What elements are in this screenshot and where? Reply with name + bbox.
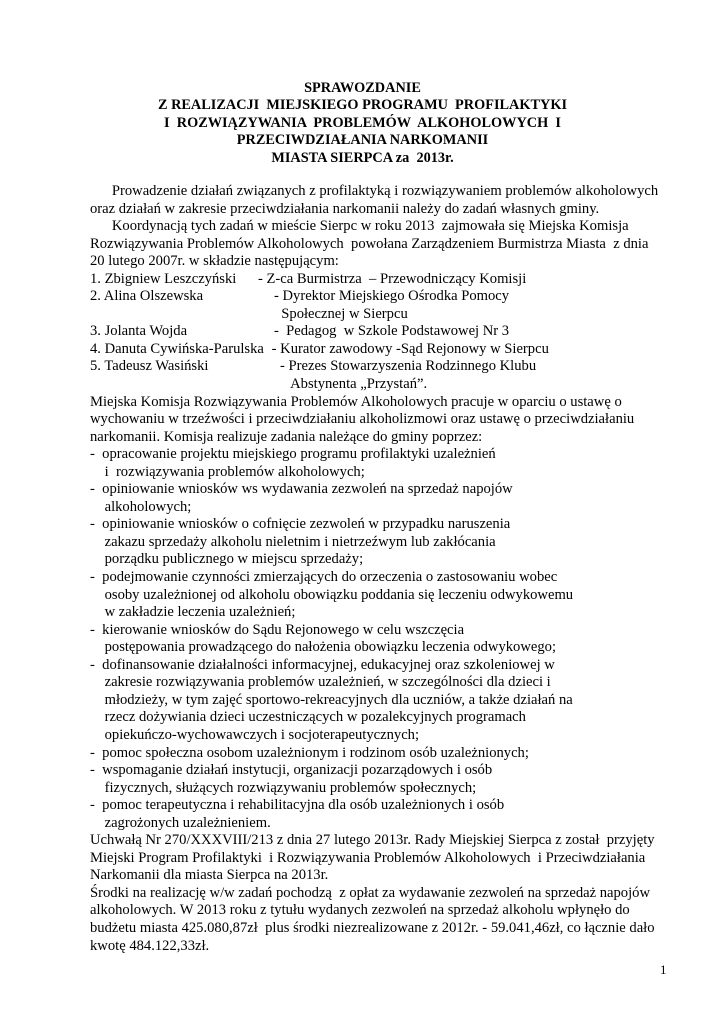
intro-line: Prowadzenie działań związanych z profilaktyką i rozwiązywaniem problemów alkoholowych	[90, 183, 659, 199]
intro-line: 20 lutego 2007r. w składzie następującym:	[90, 253, 339, 270]
member-role: - Z-ca Burmistrza – Przewodniczący Komisji	[258, 270, 527, 287]
title-line: PRZECIWDZIAŁANIA NARKOMANII	[236, 132, 489, 149]
member-row	[90, 358, 690, 376]
member-role: - Kurator zawodowy -Sąd Rejonowy w Sierpcu	[268, 340, 549, 357]
member-row	[90, 341, 690, 359]
member-row	[90, 323, 690, 341]
text-line: Narkomanii dla miasta Sierpca na 2013r.	[90, 867, 329, 884]
title-line: MIASTA SIERPCA za 2013r.	[271, 149, 454, 166]
text-line: - dofinansowanie działalności informacyjnej, edukacyjnej oraz szkoleniowej w	[90, 656, 555, 673]
report-body	[90, 183, 690, 955]
title-line: I ROZWIĄZYWANIA PROBLEMÓW ALKOHOLOWYCH I	[164, 114, 561, 131]
member-role: - Pedagog w Szkole Podstawowej Nr 3	[274, 323, 510, 340]
member-row	[90, 288, 690, 306]
intro-paragraph	[90, 183, 690, 271]
text-line: zakresie rozwiązywania problemów uzależnień, w szczególności dla dzieci i	[90, 674, 551, 691]
text-line: narkomanii. Komisja realizuje zadania należące do gminy poprzez:	[90, 428, 483, 445]
text-line: Środki na realizację w/w zadań pochodzą z opłat za wydawanie zezwoleń na sprzedaż napojów	[90, 884, 650, 901]
text-line: i rozwiązywania problemów alkoholowych;	[90, 463, 365, 480]
text-line: - wspomaganie działań instytucji, organizacji pozarządowych i osób	[90, 762, 493, 779]
member-role: Społecznej w Sierpcu	[274, 305, 408, 322]
member-role: - Prezes Stowarzyszenia Rodzinnego Klubu	[280, 358, 537, 375]
text-line: - podejmowanie czynności zmierzających do orzeczenia o zastosowaniu wobec	[90, 569, 558, 586]
text-line: - opracowanie projektu miejskiego programu profilaktyki uzależnień	[90, 446, 496, 463]
member-role: - Dyrektor Miejskiego Ośrodka Pomocy	[274, 288, 510, 305]
member-name: 2. Alina Olszewska	[90, 288, 204, 305]
text-line: postępowania prowadzącego do nałożenia obowiązku leczenia odwykowego;	[90, 639, 557, 656]
text-line: wychowaniu w trzeźwości i przeciwdziałaniu alkoholizmowi oraz ustawę o przeciwdziałaniu	[90, 411, 635, 428]
report-title	[0, 80, 725, 167]
text-line: rzecz dożywiania dzieci uczestniczących w pozalekcyjnych programach	[90, 709, 526, 726]
page-number: 1	[660, 962, 667, 977]
text-line: zakazu sprzedaży alkoholu nieletnim i nietrzeźwym lub zakłócania	[90, 533, 496, 550]
commission-members-list	[90, 271, 690, 394]
text-line: Uchwałą Nr 270/XXXVIII/213 z dnia 27 lutego 2013r. Rady Miejskiej Sierpca z został przyjęty	[90, 832, 655, 849]
member-row	[90, 376, 690, 394]
intro-line: Koordynacją tych zadań w mieście Sierpc w roku 2013 zajmowała się Miejska Komisja	[90, 218, 629, 235]
member-name: 5. Tadeusz Wasiński	[90, 358, 209, 375]
title-line: Z REALIZACJI MIEJSKIEGO PROGRAMU PROFILAKTYKI	[157, 97, 568, 114]
text-line: w zakładzie leczenia uzależnień;	[90, 604, 296, 621]
text-line: - pomoc terapeutyczna i rehabilitacyjna dla osób uzależnionych i osób	[90, 797, 505, 814]
text-line: fizycznych, służących rozwiązywaniu problemów społecznych;	[90, 779, 477, 796]
text-line: budżetu miasta 425.080,87zł plus środki niezrealizowane z 2012r. - 59.041,46zł, co łącznie dało	[90, 919, 655, 936]
title-line: SPRAWOZDANIE	[304, 80, 421, 96]
text-line: opiekuńczo-wychowawczych i socjoterapeutycznych;	[90, 726, 420, 743]
member-row	[90, 271, 690, 289]
text-line: porządku publicznego w miejscu sprzedaży;	[90, 551, 364, 568]
text-line: kwotę 484.122,33zł.	[90, 937, 210, 954]
text-line: osoby uzależnionej od alkoholu obowiązku poddania się leczeniu odwykowemu	[90, 586, 574, 603]
member-name: 4. Danuta Cywińska-Parulska	[90, 340, 264, 357]
intro-line: Rozwiązywania Problemów Alkoholowych powołana Zarządzeniem Burmistrza Miasta z dnia	[90, 235, 649, 252]
text-line: - pomoc społeczna osobom uzależnionym i rodzinom osób uzależnionych;	[90, 744, 529, 761]
member-role: Abstynenta „Przystań”.	[280, 376, 428, 393]
member-name: 1. Zbigniew Leszczyński	[90, 270, 237, 287]
text-line: Miejski Program Profilaktyki i Rozwiązywania Problemów Alkoholowych i Przeciwdziałania	[90, 849, 646, 866]
text-line: Miejska Komisja Rozwiązywania Problemów Alkoholowych pracuje w oparciu o ustawę o	[90, 393, 622, 410]
intro-line: oraz działań w zakresie przeciwdziałania narkomanii należy do zadań własnych gminy.	[90, 200, 600, 217]
text-line: alkoholowych. W 2013 roku z tytułu wydanych zezwoleń na sprzedaż alkoholu wpłynęło do	[90, 902, 630, 919]
text-line: - opiniowanie wniosków o cofnięcie zezwoleń w przypadku naruszenia	[90, 516, 511, 533]
report-text	[90, 394, 690, 956]
text-line: zagrożonych uzależnieniem.	[90, 814, 271, 831]
text-line: - opiniowanie wniosków ws wydawania zezwoleń na sprzedaż napojów	[90, 481, 513, 498]
text-line: młodzieży, w tym zajęć sportowo-rekreacyjnych dla uczniów, a także działań na	[90, 691, 573, 708]
text-line: - kierowanie wniosków do Sądu Rejonowego w celu wszczęcia	[90, 621, 465, 638]
member-name: 3. Jolanta Wojda	[90, 323, 188, 340]
text-line: alkoholowych;	[90, 498, 192, 515]
member-row	[90, 306, 690, 324]
